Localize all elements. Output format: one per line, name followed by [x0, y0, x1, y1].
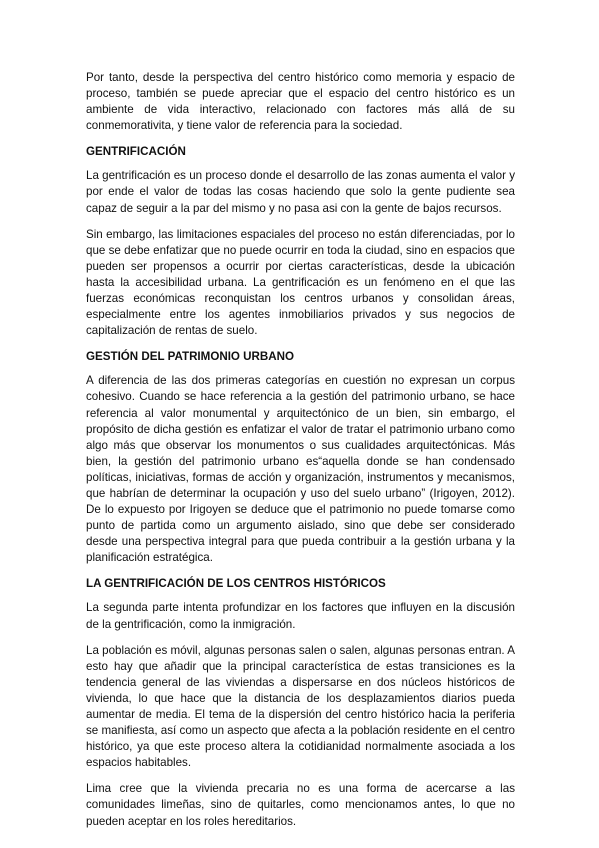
intro-paragraph: Por tanto, desde la perspectiva del centro histórico como memoria y espacio de proceso, también se puede apreciar que el espacio del centro histórico es un ambiente de vida interactivo, relacionado con factores más allá de su conmemorativita, y tiene valor de referencia para la sociedad.	[86, 71, 515, 133]
body-paragraph: Lima cree que la vivienda precaria no es una forma de acercarse a las comunidades limeñas, sino de quitarles, como mencionamos antes, lo que no pueden aceptar en los roles hereditarios.	[86, 782, 515, 828]
body-paragraph: A diferencia de las dos primeras categorías en cuestión no expresan un corpus cohesivo. Cuando se hace referencia a la gestión del patrimonio urbano, se hace referencia al valor monumental y arquitectónico de un bien, sin embargo, el propósito de dicha gestión es enfatizar el valor de tratar el patrimonio urbano como algo más que observar los monumentos o sus cualidades arquitectónicas. Más bien, la gestión del patrimonio urbano es“aquella donde se han condensado políticas, iniciativas, formas de acción y organización, instrumentos y mecanismos, que habrían de determinar la ocupación y uso del suelo urbano” (Irigoyen, 2012). De lo expuesto por Irigoyen se deduce que el patrimonio no puede tomarse como punto de partida como un argumento aislado, sino que debe ser considerado desde una perspectiva integral para que pueda contribuir a la gestión urbana y la planificación estratégica.	[86, 374, 515, 565]
body-paragraph: La gentrificación es un proceso donde el desarrollo de las zonas aumenta el valor y por ende el valor de todas las cosas haciendo que solo la gente pudiente sea capaz de seguir a la par del mismo y no pasa asi con la gente de bajos recursos.	[86, 169, 515, 215]
body-paragraph: La segunda parte intenta profundizar en los factores que influyen en la discusión de la gentrificación, como la inmigración.	[86, 601, 515, 631]
body-paragraph: Sin embargo, las limitaciones espaciales del proceso no están diferenciadas, por lo que se debe enfatizar que no puede ocurrir en toda la ciudad, sino en espacios que pueden ser propensos a ocurrir por ciertas características, desde la ubicación hasta la accesibilidad urbana. La gentrificación es un fenómeno en el que las fuerzas económicas reconquistan los centros urbanos y consolidan áreas, especialmente entre los agentes inmobiliarios privados y sus negocios de capitalización de rentas de suelo.	[86, 227, 515, 338]
body-paragraph: La población es móvil, algunas personas salen o salen, algunas personas entran. A esto hay que añadir que la principal característica de estas transiciones es la tendencia general de las viviendas a dispersarse en dos núcleos históricos de vivienda, lo que hace que la distancia de los desplazamientos diarios pueda aumentar de media. El tema de la dispersión del centro histórico hacia la periferia se manifiesta, así como un aspecto que afecta a la población residente en el centro histórico, ya que este proceso altera la cotidianidad normalmente asociada a los espacios habitables.	[86, 643, 515, 770]
section-heading-gentrificacion-centros: LA GENTRIFICACIÓN DE LOS CENTROS HISTÓRICOS	[86, 577, 386, 591]
section-heading-gestion-patrimonio: GESTIÓN DEL PATRIMONIO URBANO	[86, 350, 295, 364]
section-heading-gentrificacion: GENTRIFICACIÓN	[86, 145, 186, 159]
